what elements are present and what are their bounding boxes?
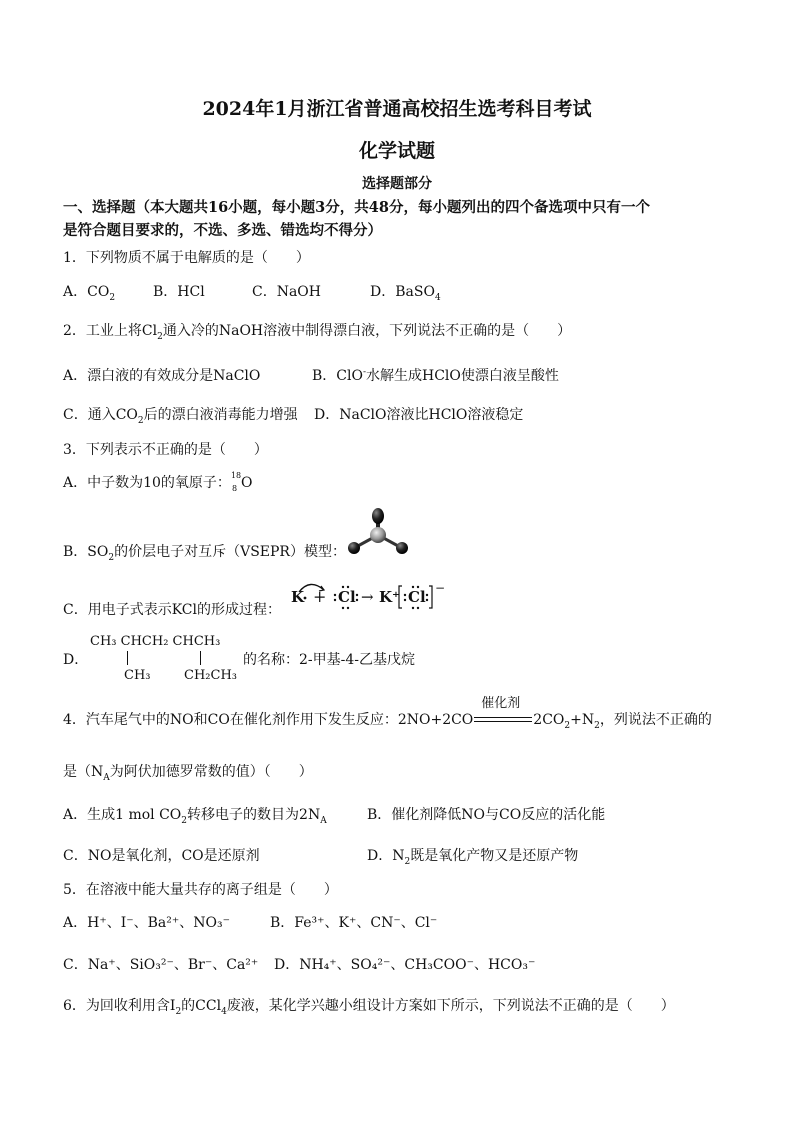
q4-option-a: A．生成1 mol $CO_2$转移电子的数目为$2N_A$ — [63, 807, 327, 826]
structure-bond-2 — [200, 651, 201, 665]
q1-option-b: B．HCl — [153, 284, 205, 300]
instructions-line-2: 是符合题目要求的，不选、多选、错选均不得分） — [63, 222, 382, 239]
q3-option-d: D． — [63, 652, 89, 668]
q1-option-a: A．$CO_2$ — [63, 284, 116, 303]
q2-option-c: C．通入$CO_2$后的漂白液消毒能力增强 — [63, 407, 298, 426]
k-symbol: K — [291, 588, 305, 606]
page-title: 2024年1月浙江省普通高校招生选考科目考试 — [202, 98, 592, 120]
plus-sign: + — [313, 587, 327, 606]
kcl-electron-formula — [286, 578, 446, 616]
q6-stem: 6．为回收利用含$I_2$的CCl$_4$废液，某化学兴趣小组设计方案如下所示，下列说法不正确的是（ ） — [63, 998, 675, 1017]
q2-stem: 2．工业上将$Cl_2$通入冷的NaOH溶液中制得漂白液，下列说法不正确的是（ ） — [63, 323, 572, 342]
q5-option-d: D．NH₄⁺、SO₄²⁻、CH₃COO⁻、HCO₃⁻ — [274, 957, 536, 973]
q3-option-b: B．$SO_2$的价层电子对互斥（VSEPR）模型： — [63, 544, 346, 563]
structure-branch-ethyl: CH₂CH₃ — [184, 668, 237, 683]
q5-option-c: C．Na⁺、SiO₃²⁻、Br⁻、Ca²⁺ — [63, 957, 259, 973]
cl-symbol: Cl — [338, 588, 356, 606]
catalyst-arrow — [473, 696, 533, 729]
q2-option-a: A．漂白液的有效成分是NaClO — [63, 368, 261, 384]
q3-option-a: A．中子数为10的氧原子： 18 8 O — [63, 471, 253, 493]
vsepr-model-image — [344, 505, 414, 560]
q2-option-b: B．ClO-水解生成HClO使漂白液呈酸性 — [312, 367, 559, 384]
k-ion: K⁺ — [379, 588, 400, 606]
q1-stem: 1．下列物质不属于电解质的是（ ） — [63, 250, 310, 266]
q4-option-d: D．$N_2$既是氧化产物又是还原产物 — [367, 848, 579, 867]
minus-sign: − — [435, 581, 446, 595]
section-heading: 选择题部分 — [362, 176, 432, 192]
cl-ion: Cl — [408, 588, 426, 606]
instructions-line-1: 一、选择题（本大题共16小题，每小题3分，共48分，每小题列出的四个备选项中只有一个 — [63, 199, 650, 216]
q4-option-b: B．催化剂降低NO与CO反应的活化能 — [367, 807, 606, 823]
page-subtitle: 化学试题 — [358, 140, 435, 162]
q2-option-d: D．NaClO溶液比HClO溶液稳定 — [314, 407, 524, 423]
structure-bond-1 — [127, 651, 128, 665]
reaction-arrow: → — [361, 588, 374, 606]
q5-option-a: A．H⁺、I⁻、Ba²⁺、NO₃⁻ — [63, 915, 230, 931]
q3-option-c: C．用电子式表示KCl的形成过程： — [63, 602, 281, 618]
structure-main-chain: CH₃ CHCH₂ CHCH₃ — [90, 634, 221, 649]
q3-stem: 3．下列表示不正确的是（ ） — [63, 442, 268, 458]
q1-option-d: D．BaSO$_4$ — [370, 284, 441, 303]
q1-option-c: C．NaOH — [252, 284, 321, 300]
structure-branch-methyl: CH₃ — [124, 668, 151, 683]
q4-stem-line-1: 4．汽车尾气中的NO和CO在催化剂作用下发生反应：2NO+2CO 催化剂 $2CO_2+N_2$，列说法不正确的 — [63, 696, 712, 731]
q5-option-b: B．Fe³⁺、K⁺、CN⁻、Cl⁻ — [270, 915, 438, 931]
q5-stem: 5．在溶液中能大量共存的离子组是（ ） — [63, 882, 338, 898]
q4-stem-line-2: 是（$N_A$为阿伏加德罗常数的值）（ ） — [63, 764, 313, 783]
structure-name: 的名称：2-甲基-4-乙基戊烷 — [243, 652, 416, 668]
q4-option-c: C．NO是氧化剂，CO是还原剂 — [63, 848, 260, 864]
catalyst-label: 催化剂 — [481, 696, 521, 711]
